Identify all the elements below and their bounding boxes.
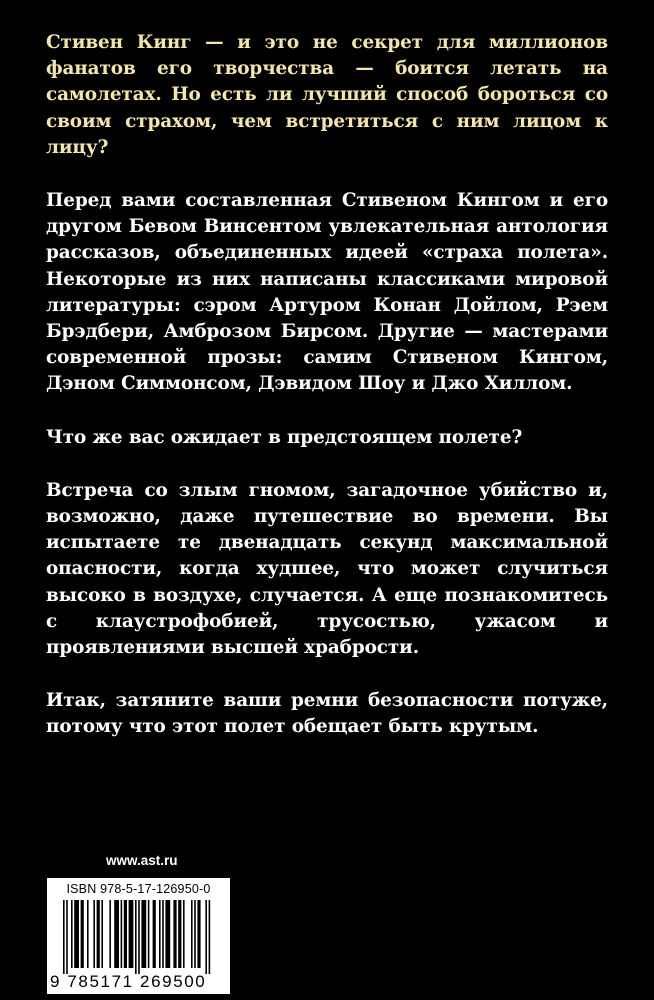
barcode-bar — [194, 900, 196, 968]
barcode-bar — [197, 900, 200, 968]
barcode-bar — [93, 900, 95, 968]
barcode-bar — [114, 900, 119, 968]
anthology-paragraph: Перед вами составленная Стивеном Кингом и его другом Бевом Винсентом увлекательная антология рассказов, объединенных идеей «страха полета». Некоторые из них написаны классиками мировой литературы: сэром Артуром Конан Дойлом, Рэем Брэдбери, Амброзом Бирсом. Другие — мастерами современной прозы: самим Стивеном Кингом, Дэном Симмонсом, Дэвидом Шоу и Джо Хиллом. — [46, 190, 608, 395]
barcode-bars — [61, 900, 221, 974]
barcode-bar — [121, 900, 123, 968]
barcode-bar — [81, 900, 84, 968]
barcode-bar — [66, 900, 68, 974]
intro-paragraph: Стивен Кинг — и это не секрет для миллионов фанатов его творчества — боится летать на самолетах. Но есть ли лучший способ бороться со своим страхом, чем встретиться с ним лицом к лицу? — [46, 32, 608, 158]
barcode-bar — [63, 900, 65, 974]
closing-paragraph: Итак, затяните ваши ремни безопасности потуже, потому что этот полет обещает быть крутым. — [46, 690, 608, 738]
barcode-bar — [205, 900, 207, 974]
annotation-text — [46, 30, 608, 741]
barcode-bar — [109, 900, 111, 968]
barcode-bar — [183, 900, 185, 968]
barcode-bar — [129, 900, 134, 968]
question-paragraph: Что же вас ожидает в предстоящем полете? — [46, 426, 523, 448]
barcode-bar — [101, 900, 103, 968]
isbn-label: ISBN 978-5-17-126950-0 — [66, 882, 211, 896]
barcode-bar — [159, 900, 161, 968]
barcode-bar — [165, 900, 170, 968]
barcode-bar — [153, 900, 156, 968]
barcode-bar — [191, 900, 193, 968]
barcode-bar — [173, 900, 176, 968]
barcode-bar — [124, 900, 127, 968]
barcode-digits: 9 785171 269500 — [50, 972, 207, 991]
barcode-bar — [162, 900, 164, 968]
barcode-bar — [74, 900, 79, 968]
barcode-bar — [178, 900, 181, 968]
publisher-website: www.ast.ru — [106, 853, 178, 868]
barcode-bar — [138, 900, 140, 974]
barcode-bar — [71, 900, 73, 968]
description-paragraph: Встреча со злым гномом, загадочное убийство и, возможно, даже путешествие во времени. Вы испытаете те двенадцать секунд максимальной опасности, когда худшее, что может случиться высоко в воздухе, случается. А еще познакомитесь с клаустрофобией, трусостью, ужасом и проявлениями высшей храбрости. — [46, 479, 608, 659]
barcode-bar — [209, 900, 211, 974]
barcode-bar — [148, 900, 150, 968]
barcode-bar — [97, 900, 100, 968]
barcode-bar — [87, 900, 89, 968]
barcode-bar — [141, 900, 146, 968]
barcode-bar — [135, 900, 137, 974]
isbn-barcode — [46, 877, 231, 995]
